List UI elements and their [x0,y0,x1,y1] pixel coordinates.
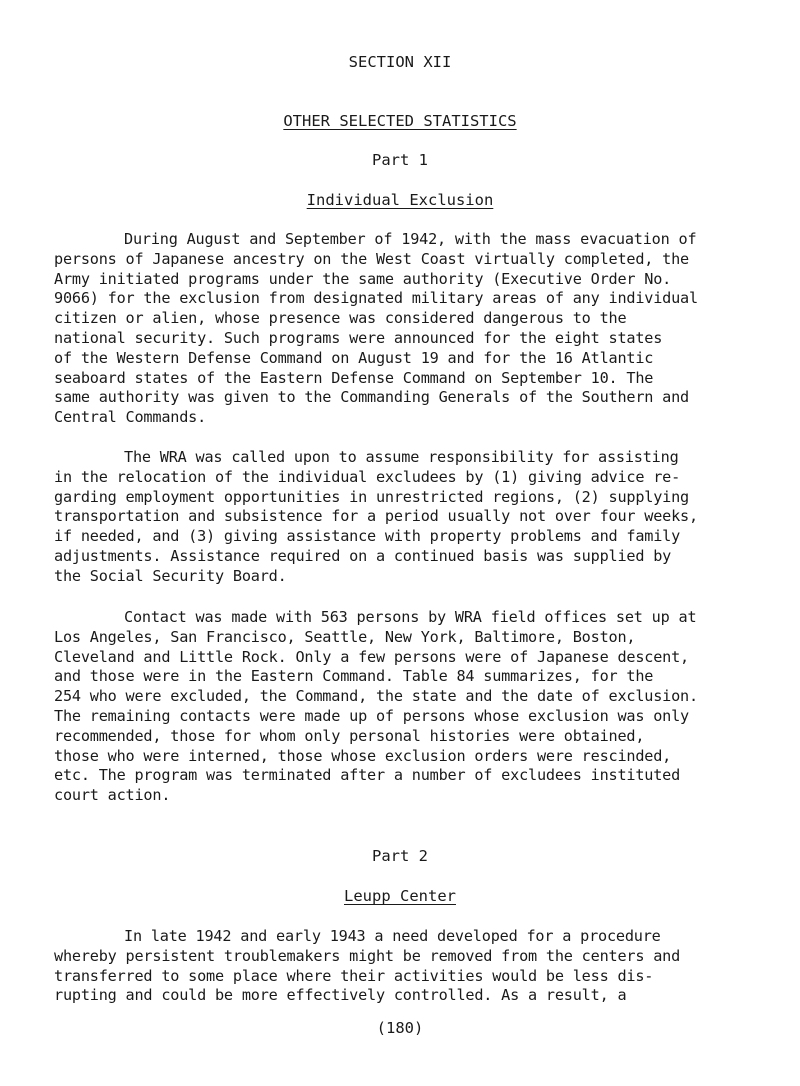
part-2-label: Part 2 [372,847,428,865]
subtitle-text: OTHER SELECTED STATISTICS [283,112,517,130]
paragraph-line: etc. The program was terminated after a number of excludees instituted [54,766,681,785]
document-subtitle [0,111,800,131]
part-1-label: Part 1 [372,151,428,169]
paragraph-line: 254 who were excluded, the Command, the state and the date of exclusion. [54,687,698,706]
paragraph-line: Central Commands. [54,408,207,427]
paragraph-line: Cleveland and Little Rock. Only a few persons were of Japanese descent, [54,647,689,666]
paragraph-line: transportation and subsistence for a period usually not over four weeks, [54,507,698,526]
paragraph-line: During August and September of 1942, with the mass evacuation of [124,230,697,248]
paragraph-line: of the Western Defense Command on August 19 and for the 16 Atlantic [54,348,654,367]
paragraph-line: recommended, those for whom only personal histories were obtained, [54,726,645,745]
paragraph-line: Los Angeles, San Francisco, Seattle, New York, Baltimore, Boston, [54,627,636,646]
part-1-paragraph-3 [54,608,766,806]
page-number: (180) [376,1019,424,1037]
paragraph-line: and those were in the Eastern Command. Table 84 summarizes, for the [54,667,654,686]
paragraph-line: the Social Security Board. [54,566,287,585]
paragraph-line: in the relocation of the individual excludees by (1) giving advice re- [54,467,681,486]
part-1-heading-text: Individual Exclusion [306,191,494,209]
paragraph-line: rupting and could be more effectively controlled. As a result, a [54,986,627,1005]
paragraph-line: whereby persistent troublemakers might be removed from the centers and [54,946,681,965]
paragraph-line: In late 1942 and early 1943 a need developed for a procedure [124,927,661,945]
part-2-heading-text: Leupp Center [344,887,456,905]
part-1-paragraph-1 [54,230,766,428]
paragraph-line: same authority was given to the Commanding Generals of the Southern and [54,388,689,407]
paragraph-line: The WRA was called upon to assume responsibility for assisting [124,448,679,466]
part-1-paragraph-2 [54,448,766,587]
section-title: SECTION XII [348,53,452,71]
paragraph-line: adjustments. Assistance required on a continued basis was supplied by [54,546,672,565]
paragraph-line: persons of Japanese ancestry on the West Coast virtually completed, the [54,249,689,268]
paragraph-line: Contact was made with 563 persons by WRA field offices set up at [124,608,697,626]
paragraph-line: court action. [54,786,171,805]
paragraph-line: garding employment opportunities in unrestricted regions, (2) supplying [54,487,689,506]
paragraph-line: national security. Such programs were announced for the eight states [54,328,663,347]
paragraph-line: if needed, and (3) giving assistance with property problems and family [54,527,681,546]
part-1-heading [0,190,800,210]
paragraph-line: citizen or alien, whose presence was considered dangerous to the [54,309,627,328]
paragraph-line: Army initiated programs under the same authority (Executive Order No. [54,269,672,288]
paragraph-line: transferred to some place where their activities would be less dis- [54,966,654,985]
paragraph-line: 9066) for the exclusion from designated military areas of any individual [54,289,698,308]
part-2-heading [0,886,800,906]
paragraph-line: The remaining contacts were made up of persons whose exclusion was only [54,706,689,725]
paragraph-line: those who were interned, those whose exclusion orders were rescinded, [54,746,672,765]
paragraph-line: seaboard states of the Eastern Defense Command on September 10. The [54,368,654,387]
part-2-paragraph-1 [54,927,766,1006]
